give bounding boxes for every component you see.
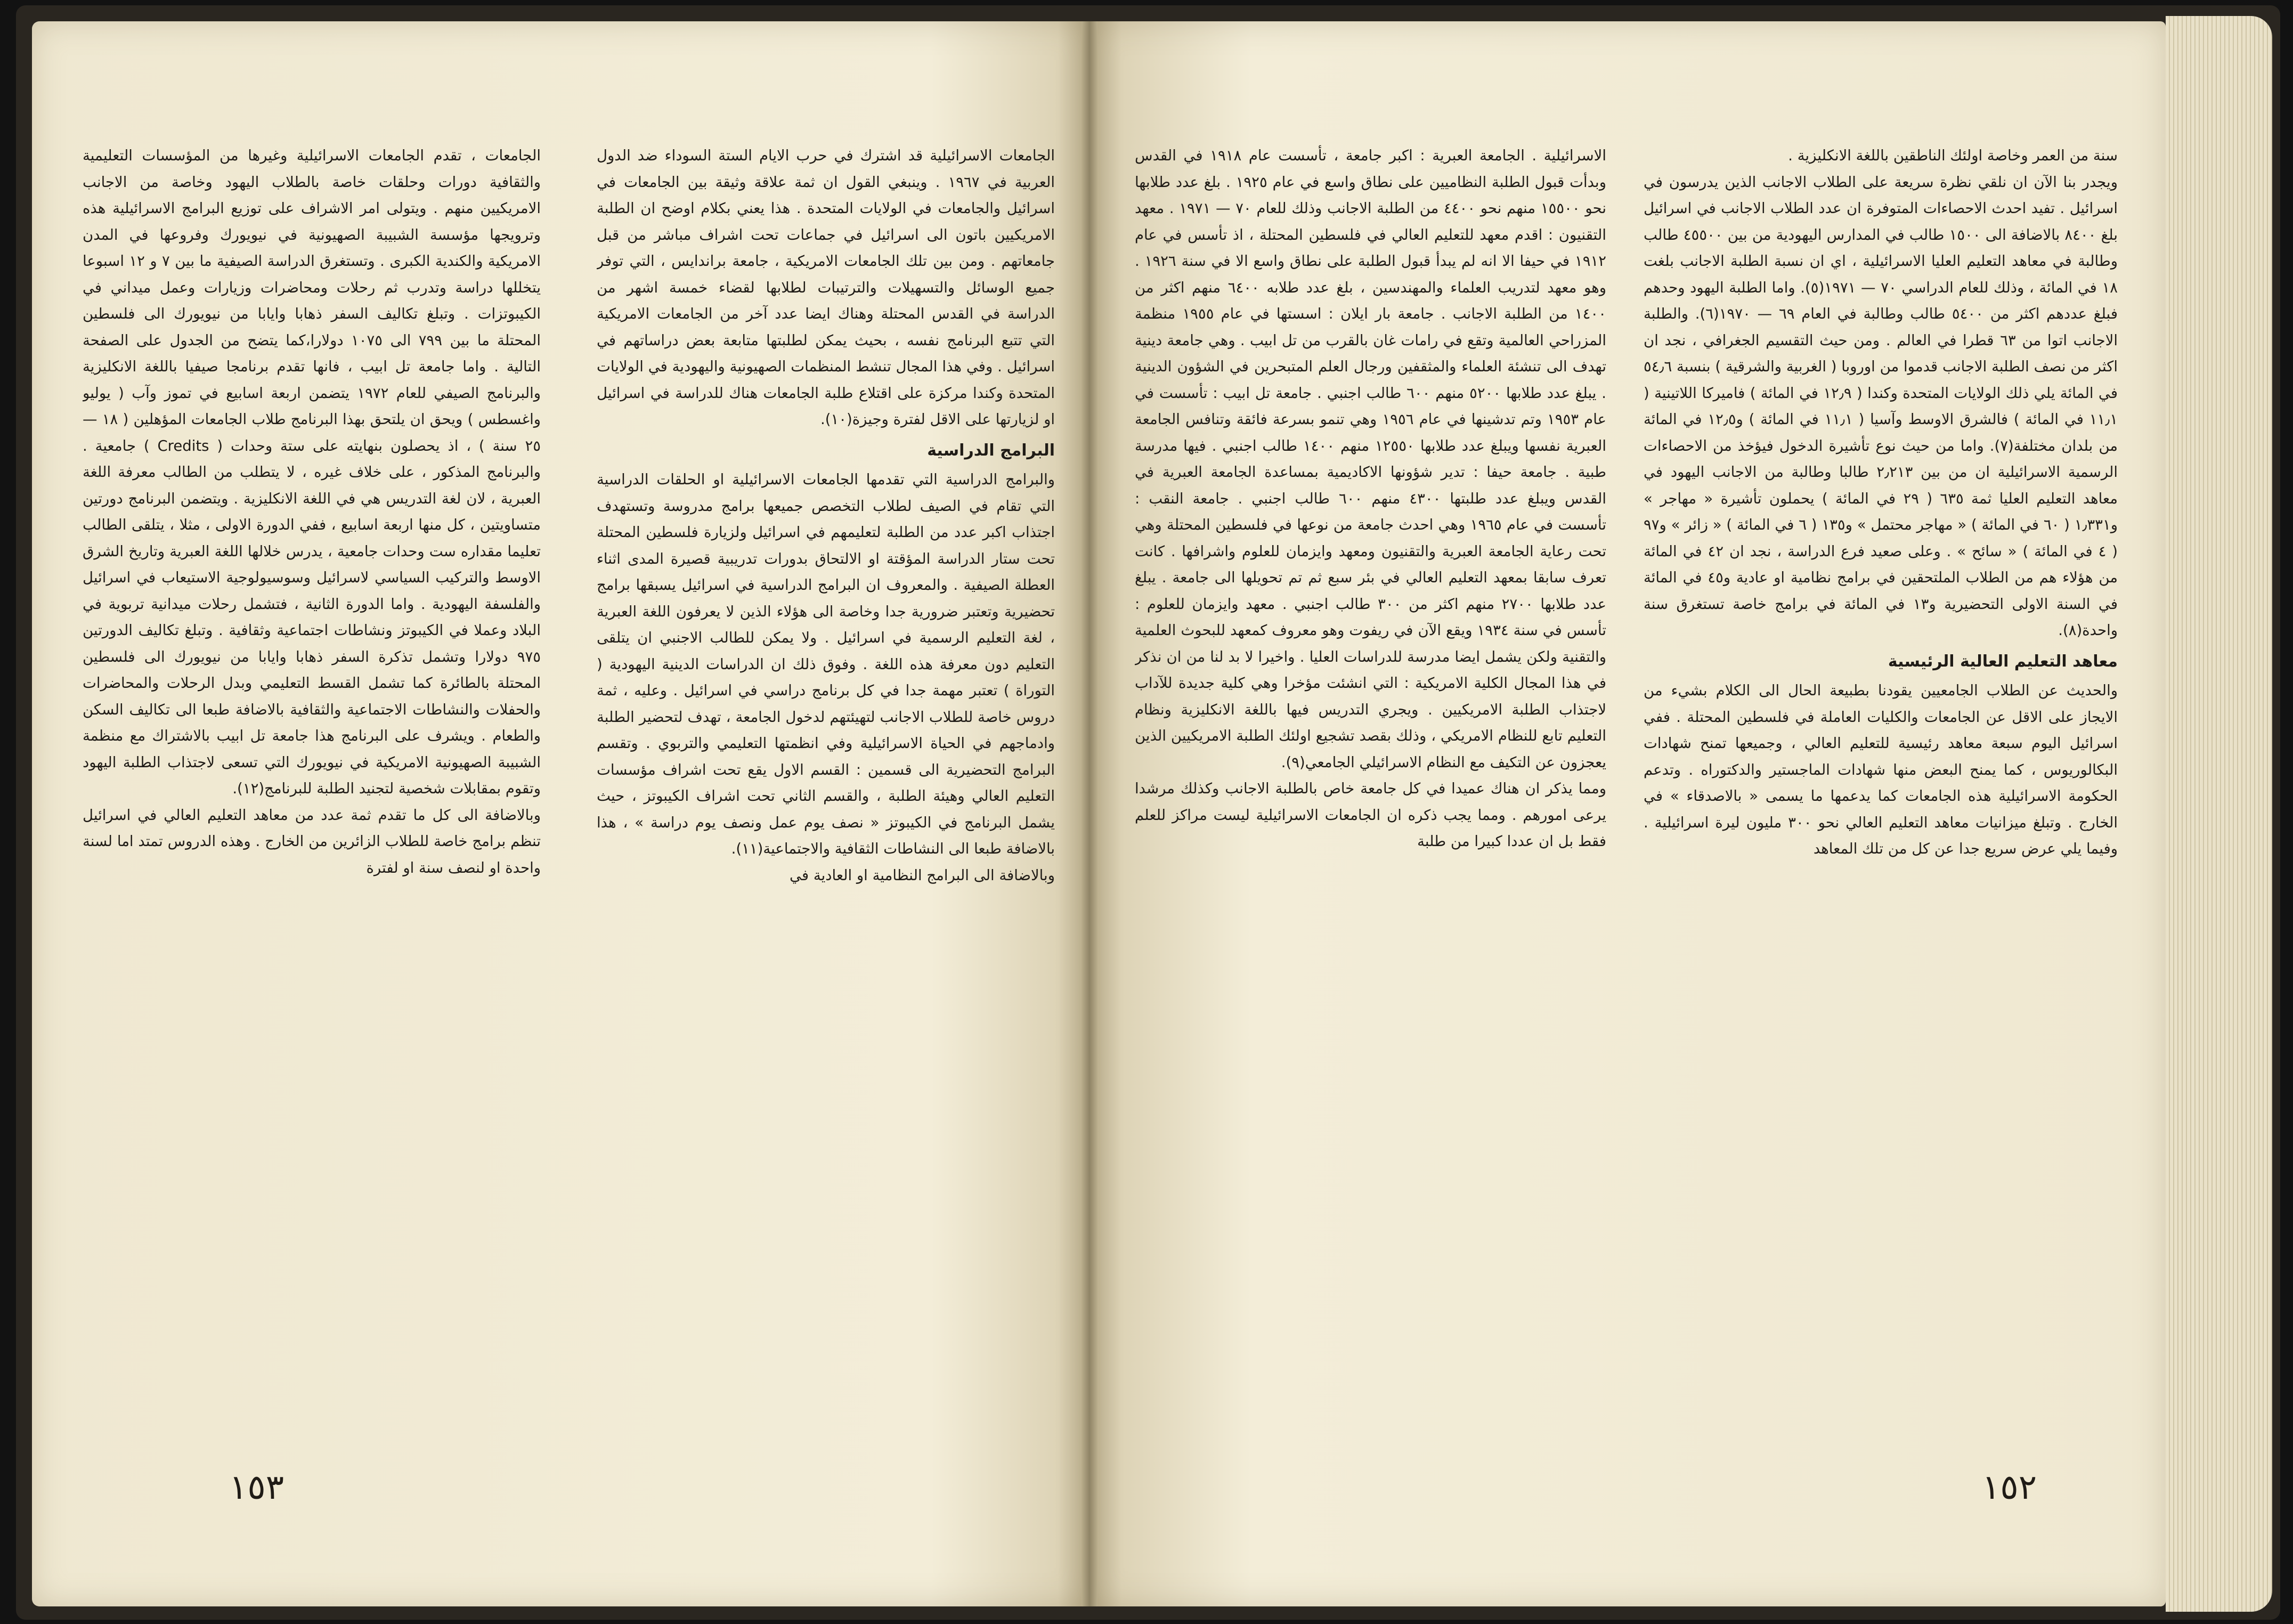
paragraph: ومما يذكر ان هناك عميدا في كل جامعة خاص بالطلبة الاجانب وكذلك مرشدا يرعى امورهم . ومما يجب ذكره ان الجامعات الاسرائيلية ليست مراكز للعلم فقط بل ان عددا كبيرا من طلبة [1135, 780, 1606, 850]
right-page-outer-column [1644, 143, 2118, 1443]
paragraph: والبرامج الدراسية التي تقدمها الجامعات الاسرائيلية او الحلقات الدراسية التي تقام في الصيف لطلاب التخصص جميعها برامج مدروسة وتستهدف اجتذاب اكبر عدد من الطلبة لتعليمهم في اسرائيل ولزيارة فلسطين المحتلة تحت ستار الدراسة المؤقتة او الالتحاق بدورات تدريبية قصيرة المدى اثناء العطلة الصيفية . والمعروف ان البرامج الدراسية في اسرائيل يسبقها برامج تحضيرية وتعتبر ضرورية جدا وخاصة الى هؤلاء الذين لا يعرفون اللغة العبرية ، لغة التعليم الرسمية في اسرائيل . ولا يمكن للطالب الاجنبي ان يتلقى التعليم دون معرفة هذه اللغة . وفوق ذلك ان الدراسات الدينية اليهودية ( التوراة ) تعتبر مهمة جدا في كل برنامج دراسي في اسرائيل . وعليه ، ثمة دروس خاصة للطلاب الاجانب لتهيئتهم لدخول الجامعة ، تهدف لتحضير الطلبة وادماجهم في الحياة الاسرائيلية وفي انظمتها التعليمي والتربوي . وتقسم البرامج التحضيرية الى قسمين : القسم الاول يقع تحت اشراف مؤسسات التعليم العالي وهيئة الطلبة ، والقسم الثاني تحت اشراف الكيبوتز ، حيث يشمل البرنامج في الكيبوتز « نصف يوم عمل ونصف يوم دراسة » ، هذا بالاضافة طبعا الى النشاطات الثقافية والاجتماعية(١١). [597, 471, 1055, 857]
paragraph: الجامعات الاسرائيلية قد اشترك في حرب الايام الستة السوداء ضد الدول العربية في ١٩٦٧ . وينبغي القول ان ثمة علاقة وثيقة بين الجامعات في اسرائيل والجامعات في الولايات المتحدة . هذا يعني بكلام اوضح ان الطلبة الامريكيين باتون الى اسرائيل في جماعات تحت اشراف مباشر من قبل جامعاتهم . ومن بين تلك الجامعات الامريكية ، جامعة براندايس ، التي توفر جميع الوسائل والتسهيلات والترتيبات لطلابها لقضاء خمسة اشهر من الدراسة في القدس المحتلة وهناك ايضا عدد آخر من الجامعات الامريكية التي تتبع البرنامج نفسه ، بحيث يمكن لطلبتها متابعة بعض دراساتهم في اسرائيل . وفي هذا المجال تنشط المنظمات الصهيونية واليهودية في الولايات المتحدة وكندا مركزة على اقتلاع طلبة الجامعات هناك للدراسة في اسرائيل او لزيارتها على الاقل لفترة وجيزة(١٠). [597, 147, 1055, 428]
section-heading: البرامج الدراسية [927, 441, 1055, 460]
left-page-inner-column [597, 143, 1055, 1443]
paragraph: وبالاضافة الى كل ما تقدم ثمة عدد من معاهد التعليم العالي في اسرائيل تنظم برامج خاصة للطلاب الزائرين من الخارج . وهذه الدروس تمتد اما لسنة واحدة او لنصف سنة او لفترة [83, 806, 541, 876]
paragraph: ويجدر بنا الآن ان نلقي نظرة سريعة على الطلاب الاجانب الذين يدرسون في اسرائيل . تفيد احدث الاحصاءات المتوفرة ان عدد الطلاب الاجانب في اسرائيل بلغ ٨٤٠٠ بالاضافة الى ١٥٠٠ طالب في المدارس اليهودية من بين ٤٥٥٠٠ طالب وطالبة في معاهد التعليم العليا الاسرائيلية ، اي ان نسبة الطلبة الاجانب بلغت ١٨ في المائة ، وذلك للعام الدراسي ٧٠ — ١٩٧١(٥). واما الطلبة اليهود وحدهم فبلغ عددهم اكثر من ٥٤٠٠ طالب وطالبة في العام ٦٩ — ١٩٧٠(٦). والطلبة الاجانب اتوا من ٦٣ قطرا في العالم . ومن حيث التقسيم الجغرافي ، نجد ان اكثر من نصف الطلبة الاجانب قدموا من اوروبا ( الغربية والشرقية ) بنسبة ٥٤٫٦ في المائة يلي ذلك الولايات المتحدة وكندا ( ١٢٫٩ في المائة ) فاميركا اللاتينية ( ١١٫١ في المائة ) فالشرق الاوسط وآسيا ( ١١٫١ في المائة ) و١٢٫٥ في المائة من بلدان مختلفة(٧). واما من حيث نوع تأشيرة الدخول فيؤخذ من الاحصاءات الرسمية الاسرائيلية ان من بين ٢٫٢١٣ طالبا وطالبة من الاجانب اليهود في معاهد التعليم العليا ثمة ٦٣٥ ( ٢٩ في المائة ) يحملون تأشيرة « مهاجر » و١٫٣٣١ ( ٦٠ في المائة ) « مهاجر محتمل » و١٣٥ ( ٦ في المائة ) « زائر » و٩٧ ( ٤ في المائة ) « سائح » . وعلى صعيد فرع الدراسة ، نجد ان ٤٢ في المائة من هؤلاء هم من الطلاب الملتحقين في برامج نظامية او عادية و٤٥ في المائة في السنة الاولى التحضيرية و١٣ في المائة في برامج خاصة تستغرق سنة واحدة(٨). [1644, 173, 2118, 639]
paragraph: الاسرائيلية . الجامعة العبرية : اكبر جامعة ، تأسست عام ١٩١٨ في القدس وبدأت قبول الطلبة النظاميين على نطاق واسع في عام ١٩٢٥ . بلغ عدد طلابها نحو ١٥٥٠٠ منهم نحو ٤٤٠٠ من الطلبة الاجانب وذلك للعام ٧٠ — ١٩٧١ . معهد التقنيون : اقدم معهد للتعليم العالي في فلسطين المحتلة ، اذ تأسس في عام ١٩١٢ في حيفا الا انه لم يبدأ قبول الطلبة على نطاق واسع الا في سنة ١٩٢٦ . وهو معهد لتدريب العلماء والمهندسين ، بلغ عدد طلابه ٦٤٠٠ منهم اكثر من ١٤٠٠ من الطلبة الاجانب . جامعة بار ايلان : اسستها في عام ١٩٥٥ منظمة المزراحي العالمية وتقع في رامات غان بالقرب من تل ابيب . وهي جامعة دينية تهدف الى تنشئة العلماء والمثقفين ورجال العلم المتبحرين في الشؤون الدينية . يبلغ عدد طلابها ٥٢٠٠ منهم ٦٠٠ طالب اجنبي . جامعة تل ابيب : تأسست في عام ١٩٥٣ وتم تدشينها في عام ١٩٥٦ وهي تنمو بسرعة فائقة وتنافس الجامعة العبرية نفسها ويبلغ عدد طلابها ١٢٥٥٠ منهم ١٤٠٠ طالب اجنبي . فيها مدرسة طبية . جامعة حيفا : تدير شؤونها الاكاديمية بمساعدة الجامعة العبرية في القدس ويبلغ عدد طلبتها ٤٣٠٠ منهم ٦٠٠ طالب اجنبي . جامعة النقب : تأسست في عام ١٩٦٥ وهي احدث جامعة من نوعها في فلسطين المحتلة وهي تحت رعاية الجامعة العبرية والتقنيون ومعهد وايزمان للعلوم واشرافها . كانت تعرف سابقا بمعهد التعليم العالي في بئر سبع ثم تم تحويلها الى جامعة . يبلغ عدد طلابها ٢٧٠٠ منهم اكثر من ٣٠٠ طالب اجنبي . معهد وايزمان للعلوم : تأسس في سنة ١٩٣٤ ويقع الآن في ريفوت وهو معروف كمعهد للبحوث العلمية والتقنية ولكن يشمل ايضا مدرسة للدراسات العليا . واخيرا لا بد لنا من ان نذكر في هذا المجال الكلية الامريكية : التي انشئت مؤخرا وهي كلية جديدة للآداب لاجتذاب الطلبة الامريكيين . ويجري التدريس فيها باللغة الانكليزية ونظام التعليم تابع للنظام الامريكي ، وذلك بقصد تشجيع اولئك الطلبة الامريكيين الذين يعجزون عن التكيف مع النظام الاسرائيلي الجامعي(٩). [1135, 147, 1606, 771]
paragraph: وبالاضافة الى البرامج النظامية او العادية في [790, 866, 1055, 884]
right-page-inner-column [1135, 143, 1606, 1443]
paragraph: والحديث عن الطلاب الجامعيين يقودنا بطبيعة الحال الى الكلام بشيء من الايجاز على الاقل عن الجامعات والكليات العاملة في فلسطين المحتلة . ففي اسرائيل اليوم سبعة معاهد رئيسية للتعليم العالي ، وجميعها تمنح شهادات البكالوريوس ، كما يمنح البعض منها شهادات الماجستير والدكتوراه . وتدعم الحكومة الاسرائيلية هذه الجامعات كما يدعمها ما يسمى « بالاصدقاء » في الخارج . وتبلغ ميزانيات معاهد التعليم العالي نحو ٣٠٠ مليون ليرة اسرائيلية . وفيما يلي عرض سريع جدا عن كل من تلك المعاهد [1644, 682, 2118, 857]
page-number-right: ١٥٢ [1982, 1468, 2037, 1507]
left-page-outer-column [83, 143, 541, 1443]
paragraph: الجامعات ، تقدم الجامعات الاسرائيلية وغيرها من المؤسسات التعليمية والثقافية دورات وحلقات خاصة بالطلاب اليهود وخاصة من الاجانب الامريكيين منهم . ويتولى امر الاشراف على توزيع البرامج الاسرائيلية هذه وترويجها مؤسسة الشبيبة الصهيونية في نيويورك وفروعها في المدن الامريكية والكندية الكبرى . وتستغرق الدراسة الصيفية ما بين ٧ و ١٢ اسبوعا يتخللها دراسة وتدرب ثم رحلات ومحاضرات وزيارات وعمل ميداني في الكيبوتزات . وتبلغ تكاليف السفر ذهابا وايابا من نيويورك الى فلسطين المحتلة ما بين ٧٩٩ الى ١٠٧٥ دولارا،كما يتضح من الجدول على الصفحة التالية . واما جامعة تل ابيب ، فانها تقدم برنامجا صيفيا باللغة الانكليزية والبرنامج الصيفي للعام ١٩٧٢ يتضمن اربعة اسابيع في تموز وآب ( يوليو واغسطس ) ويحق ان يلتحق بهذا البرنامج طلاب الجامعات المؤهلين ( ١٨ — ٢٥ سنة ) ، اذ يحصلون بنهايته على ستة وحدات ( Credits ) جامعية . والبرنامج المذكور ، على خلاف غيره ، لا يتطلب من الطالب معرفة اللغة العبرية ، لان لغة التدريس هي في اللغة الانكليزية . ويتضمن البرنامج دورتين متساويتين ، كل منها اربعة اسابيع ، ففي الدورة الاولى ، مثلا ، يتلقى الطالب تعليما مقداره ست وحدات جامعية ، يدرس خلالها اللغة العبرية وتاريخ الشرق الاوسط والتركيب السياسي لاسرائيل وسوسيولوجية الاستيعاب في اسرائيل والفلسفة اليهودية . واما الدورة الثانية ، فتشمل رحلات ميدانية تربوية في البلاد وعملا في الكيبوتز ونشاطات اجتماعية وثقافية . وتبلغ تكاليف الدورتين ٩٧٥ دولارا وتشمل تذكرة السفر ذهابا وايابا من نيويورك الى فلسطين المحتلة بالطائرة كما تشمل القسط التعليمي وبدل الرحلات والمحاضرات والحفلات والنشاطات الاجتماعية والثقافية بالاضافة طبعا الى تكاليف السكن والطعام . ويشرف على البرنامج هذا جامعة تل ابيب بالاشتراك مع منظمة الشبيبة الصهيونية الامريكية في نيويورك التي تسعى لاجتذاب الطلبة اليهود وتقوم بمقابلات شخصية لتجنيد الطلبة للبرنامج(١٢). [83, 147, 541, 797]
page-number-left: ١٥٣ [229, 1468, 284, 1507]
page-edges [2166, 16, 2272, 1612]
book-gutter [1082, 21, 1097, 1606]
paragraph: سنة من العمر وخاصة اولئك الناطقين باللغة الانكليزية . [1788, 147, 2118, 164]
section-heading: معاهد التعليم العالية الرئيسية [1888, 652, 2118, 671]
